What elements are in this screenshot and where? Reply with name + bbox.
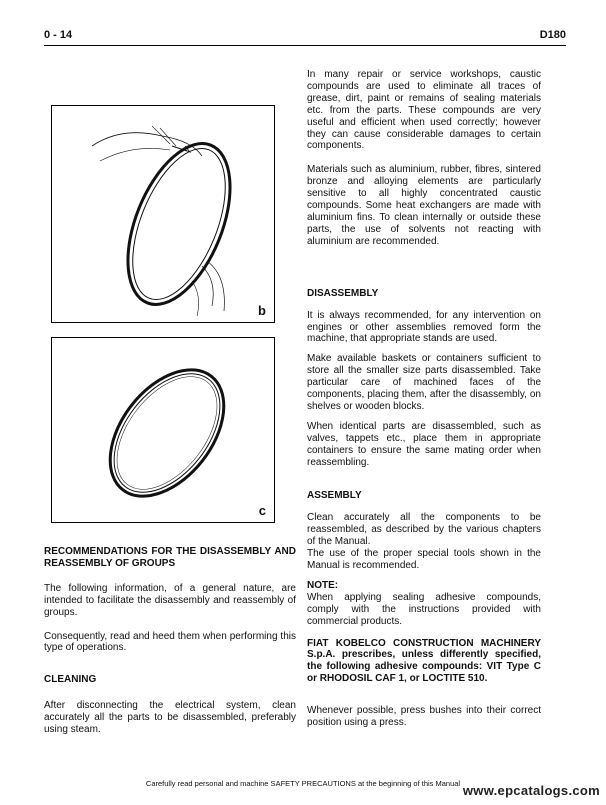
watermark: www.epcatalogs.com xyxy=(462,783,600,798)
paragraph: When identical parts are disassembled, such as valves, tappets etc., place them in appropriate containers to ensure the same mating order when reassembling. xyxy=(307,420,541,468)
heading-note: NOTE: xyxy=(307,579,339,591)
paragraph: Whenever possible, press bushes into their correct position using a press. xyxy=(307,705,541,729)
paragraph: It is always recommended, for any intervention on engines or other assemblies removed form the machine, that appropriate stands are used. xyxy=(307,309,541,345)
paragraph: Clean accurately all the components to be reassembled, as described by the various chapters of the Manual. xyxy=(307,512,541,548)
figure-b-illustration xyxy=(52,106,274,322)
figure-c-label: c xyxy=(258,503,266,518)
figure-b xyxy=(51,105,275,323)
paragraph: Consequently, read and heed them when performing this type of operations. xyxy=(44,630,296,654)
paragraph-bold: FIAT KOBELCO CONSTRUCTION MACHINERY S.p.A. prescribes, unless differently specified, the following adhesive compounds: VIT Type C or RHODOSIL CAF 1, or LOCTITE 510. xyxy=(307,637,541,685)
figure-c xyxy=(51,337,275,523)
right-column xyxy=(307,69,541,741)
figure-c-illustration xyxy=(52,338,274,522)
page-number: 0 - 14 xyxy=(44,29,73,41)
paragraph: Materials such as aluminium, rubber, fibres, sintered bronze and alloying elements are particularly sensitive to all highly concentrated caustic compounds. Some heat exchangers are made with aluminium fins. To clean internally or outside these parts, the use of solvents not reacting with aluminium are recommended. xyxy=(307,164,541,247)
paragraph: Make available baskets or containers sufficient to store all the smaller size parts disassembled. Take particular care of machined faces of the components, placing them, after the disassembly, on shelves or wooden blocks. xyxy=(307,353,541,412)
heading-disassembly: DISASSEMBLY xyxy=(307,287,379,299)
figure-b-label: b xyxy=(258,303,266,318)
paragraph: The use of the proper special tools shown in the Manual is recommended. xyxy=(307,548,541,571)
footer-note: Carefully read personal and machine SAFETY PRECAUTIONS at the beginning of this Manual xyxy=(145,779,461,788)
paragraph: The following information, of a general nature, are intended to facilitate the disassembly and reassembly of groups. xyxy=(44,582,296,618)
left-column xyxy=(44,546,296,748)
paragraph: After disconnecting the electrical system, clean accurately all the parts to be disassembled, preferably using steam. xyxy=(44,700,296,736)
header-rule xyxy=(44,45,566,46)
model-name: D180 xyxy=(539,29,566,41)
paragraph: In many repair or service workshops, caustic compounds are used to eliminate all traces of grease, dirt, paint or remains of sealing materials etc. from the parts. These compounds are very useful and efficient when used correctly; however they can cause considerable damages to certain components. xyxy=(307,69,541,152)
heading-cleaning: CLEANING xyxy=(44,674,97,686)
heading-recommendations: RECOMMENDATIONS FOR THE DISASSEMBLY AND REASSEMBLY OF GROUPS xyxy=(44,546,296,569)
paragraph: When applying sealing adhesive compounds, comply with the instructions provided with commercial products. xyxy=(307,591,541,627)
heading-assembly: ASSEMBLY xyxy=(307,490,362,502)
